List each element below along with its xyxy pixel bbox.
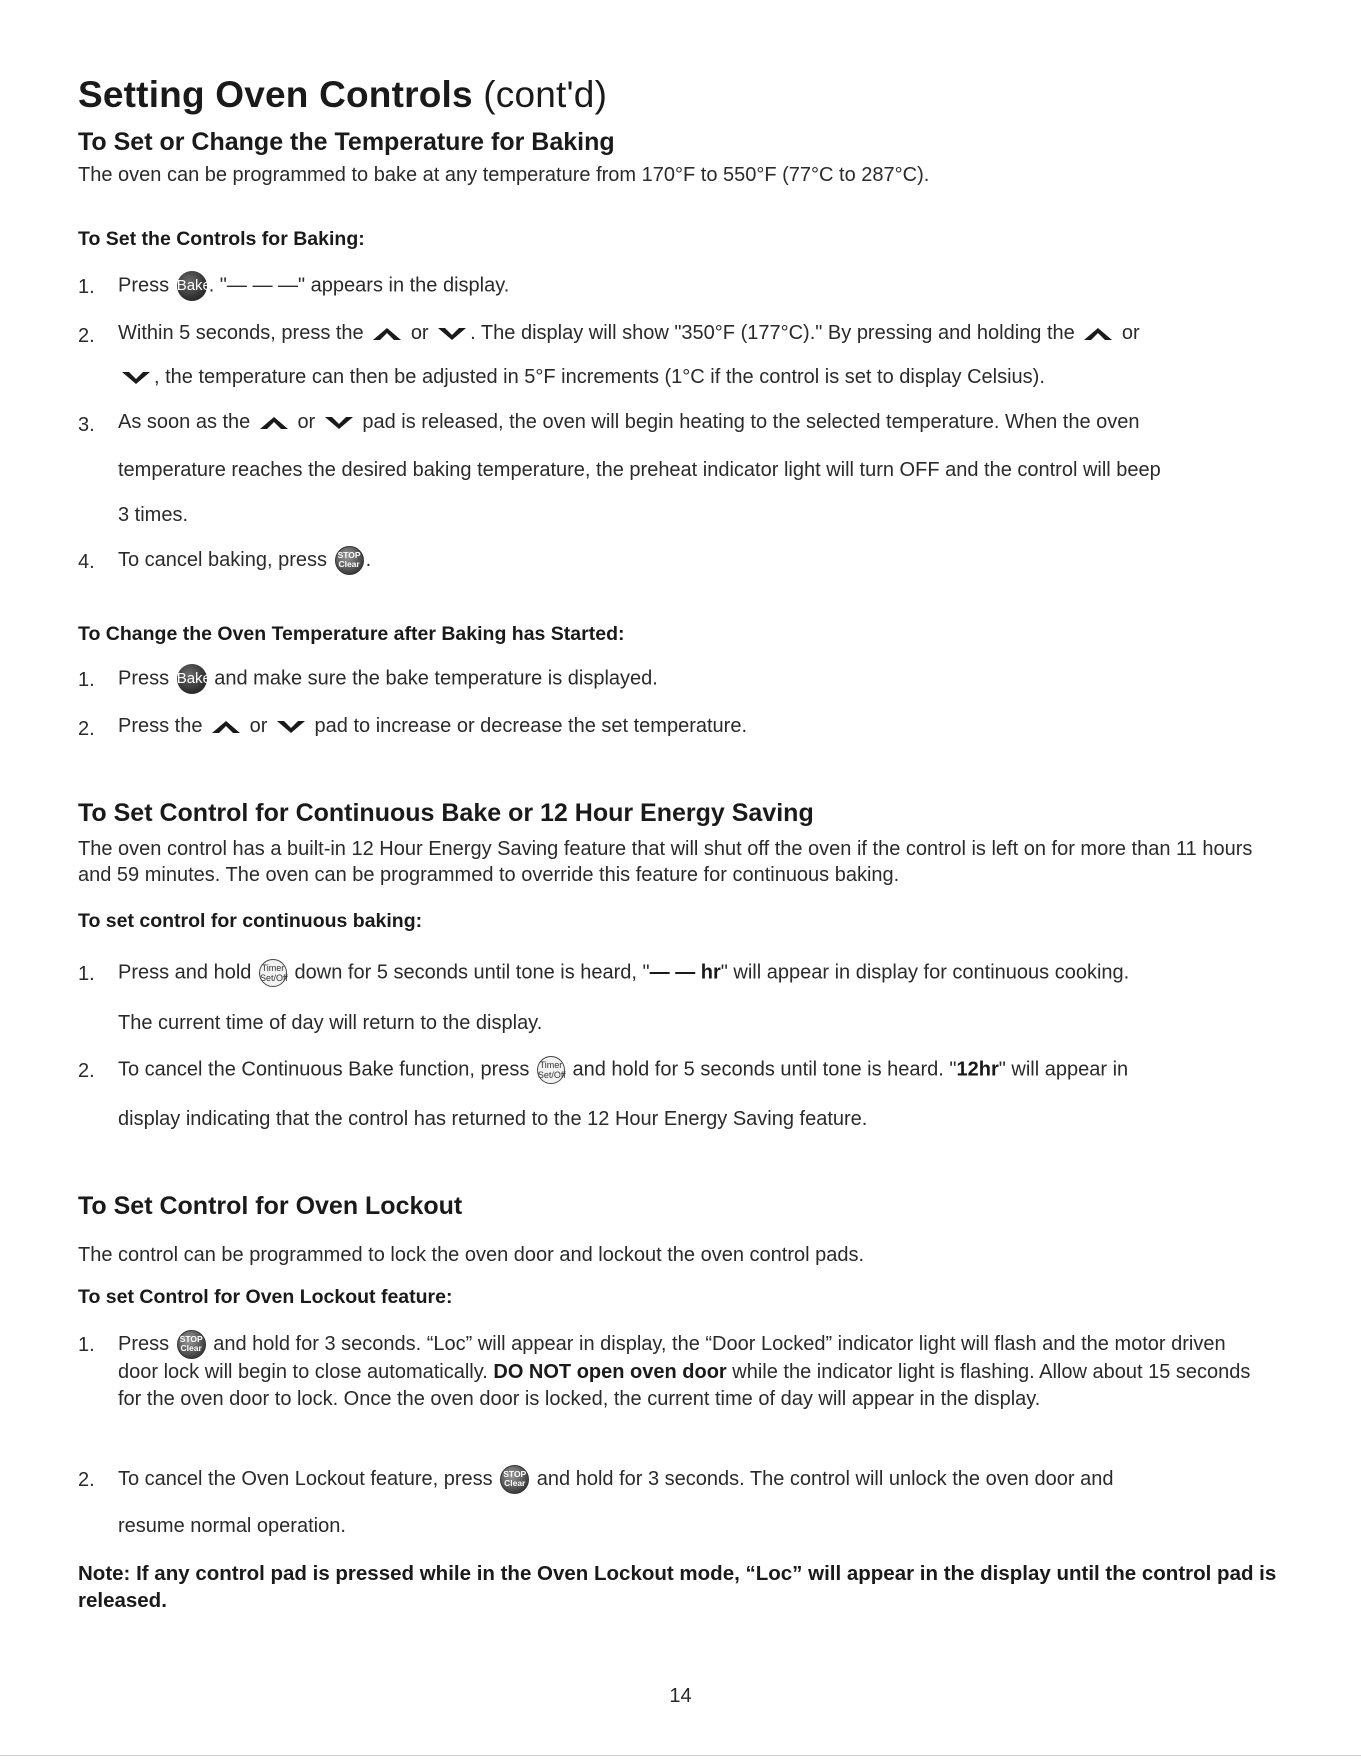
step-number: 4.: [78, 551, 95, 573]
step-number: 2.: [78, 1060, 95, 1082]
step-number: 1.: [78, 1334, 95, 1356]
step-number: 2.: [78, 325, 95, 347]
stop-clear-button-icon: STOP Clear: [177, 1330, 206, 1359]
subheading-change-temperature: To Change the Oven Temperature after Baking has Started:: [78, 623, 625, 645]
bake-button-icon: Bake: [177, 271, 207, 301]
step-number: 2.: [78, 1469, 95, 1491]
section-heading-oven-lockout: To Set Control for Oven Lockout: [78, 1192, 463, 1220]
section-intro-baking: The oven can be programmed to bake at any temperature from 170°F to 550°F (77°C to 287°C).: [78, 164, 930, 186]
up-arrow-icon: [1083, 327, 1113, 341]
timer-set-off-button-icon: Timer Set/Off: [537, 1056, 565, 1084]
step-text-continued: resume normal operation.: [118, 1515, 346, 1537]
timer-set-off-button-icon: Timer Set/Off: [259, 959, 287, 987]
step-text: Within 5 seconds, press the or . The display will show "350°F (177°C)." By pressing and holding the or: [118, 322, 1140, 344]
step-text: To cancel baking, press STOP Clear .: [118, 546, 371, 575]
step-text-continued: , the temperature can then be adjusted in 5°F increments (1°C if the control is set to display Celsius).: [118, 366, 1045, 389]
step-number: 2.: [78, 718, 95, 740]
section-intro-continuous-bake: The oven control has a built-in 12 Hour Energy Saving feature that will shut off the oven if the control is left on for more than 11 hours and 59 minutes. The oven can be programmed to override this feature for continuous baking.: [78, 838, 1253, 886]
bottom-rule: [0, 1755, 1361, 1756]
up-arrow-icon: [211, 720, 241, 734]
step-text-continued: temperature reaches the desired baking temperature, the preheat indicator light will turn OFF and the control will beep: [118, 459, 1161, 481]
step-number: 1.: [78, 963, 95, 985]
section-intro-oven-lockout: The control can be programmed to lock the oven door and lockout the oven control pads.: [78, 1244, 865, 1266]
step-text-continued: display indicating that the control has returned to the 12 Hour Energy Saving feature.: [118, 1108, 868, 1130]
step-text: Press STOP Clear and hold for 3 seconds. “Loc” will appear in display, the “Door Locked” indicator light will flash and the motor driven door lock will begin to close automatically. DO NOT open oven door while the indicator light is flashing. Allow about 15 seconds for the oven door to lock. Once the oven door is locked, the current time of day will appear in the display.: [118, 1330, 1268, 1413]
down-arrow-icon: [437, 327, 467, 341]
down-arrow-icon: [121, 371, 151, 385]
step-text: To cancel the Continuous Bake function, press Timer Set/Off and hold for 5 seconds until tone is heard. "12hr" will appear in: [118, 1056, 1128, 1084]
subheading-set-controls-baking: To Set the Controls for Baking:: [78, 228, 365, 250]
down-arrow-icon: [324, 416, 354, 430]
bake-button-icon: Bake: [177, 664, 207, 694]
stop-clear-button-icon: STOP Clear: [335, 546, 364, 575]
step-text-continued: The current time of day will return to the display.: [118, 1012, 543, 1034]
down-arrow-icon: [276, 720, 306, 734]
subheading-continuous-baking: To set control for continuous baking:: [78, 910, 423, 932]
lockout-note: Note: If any control pad is pressed while in the Oven Lockout mode, “Loc” will appear in the display until the control pad is released.: [78, 1562, 1277, 1612]
step-text: To cancel the Oven Lockout feature, press STOP Clear and hold for 3 seconds. The control will unlock the oven door and: [118, 1465, 1113, 1494]
step-text: Press and hold Timer Set/Off down for 5 seconds until tone is heard, "— — hr" will appear in display for continuous cooking.: [118, 959, 1129, 987]
step-number: 3.: [78, 414, 95, 436]
step-text: Press Bake and make sure the bake temperature is displayed.: [118, 664, 658, 694]
page-title: Setting Oven Controls (cont'd): [78, 74, 608, 115]
page-number: 14: [669, 1685, 692, 1707]
up-arrow-icon: [259, 416, 289, 430]
step-number: 1.: [78, 276, 95, 298]
section-heading-baking-temperature: To Set or Change the Temperature for Baking: [78, 128, 615, 156]
step-text-continued: 3 times.: [118, 504, 189, 526]
up-arrow-icon: [372, 327, 402, 341]
stop-clear-button-icon: STOP Clear: [500, 1465, 529, 1494]
subheading-oven-lockout-feature: To set Control for Oven Lockout feature:: [78, 1286, 453, 1308]
section-heading-continuous-bake: To Set Control for Continuous Bake or 12 Hour Energy Saving: [78, 799, 814, 827]
step-number: 1.: [78, 669, 95, 691]
step-text: Press Bake. "— — —" appears in the display.: [118, 271, 509, 301]
step-text: Press the or pad to increase or decrease the set temperature.: [118, 715, 748, 737]
step-text: As soon as the or pad is released, the oven will begin heating to the selected temperature. When the oven: [118, 411, 1140, 433]
